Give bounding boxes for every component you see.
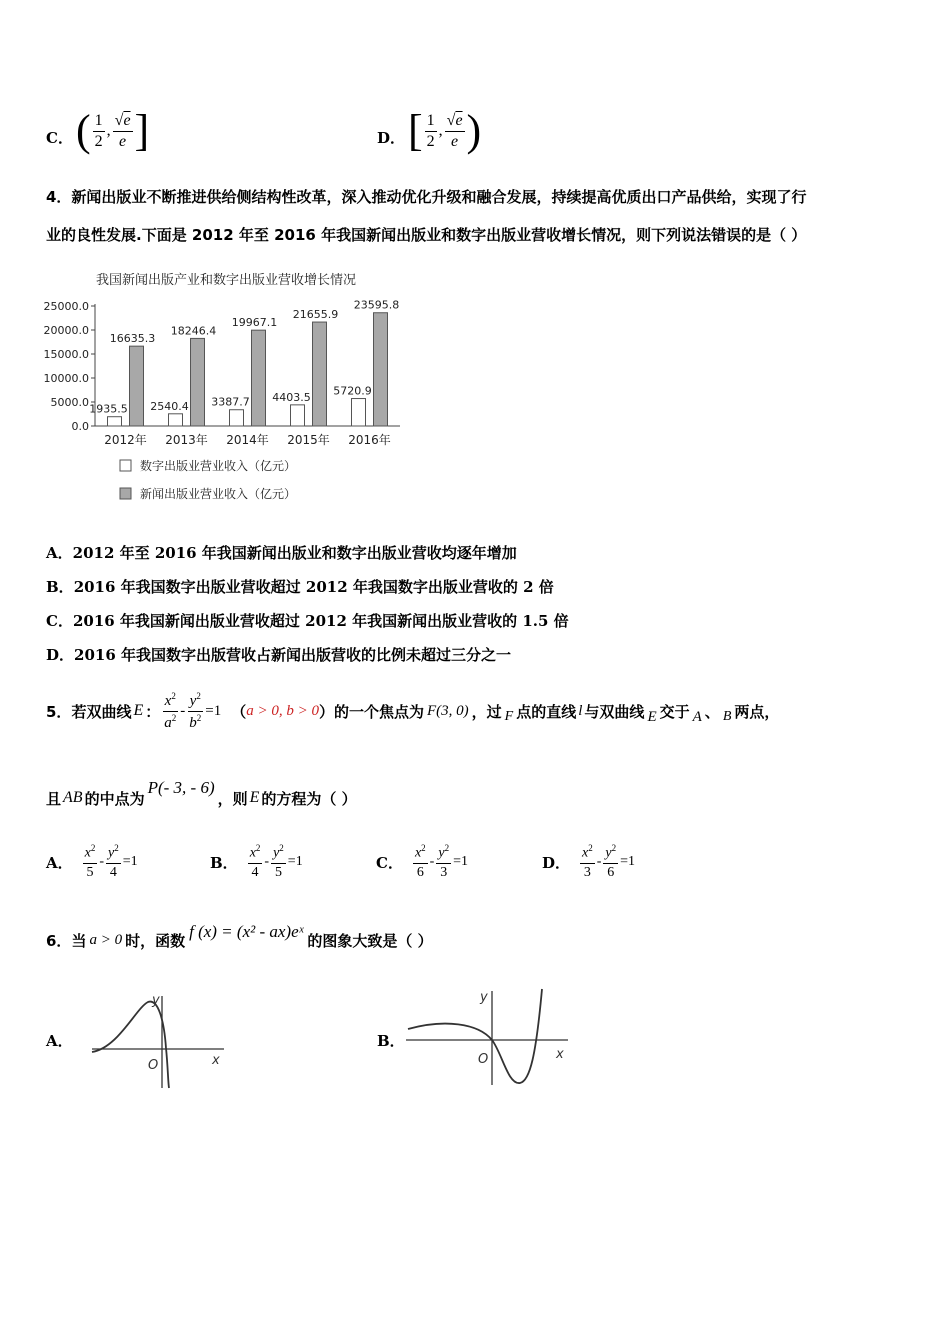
q3-option-d-interval: [ $\frac{1}{2}$ , $\frac{√e}{e}$ ): [408, 106, 482, 155]
graph-b-origin-label: O: [478, 1052, 489, 1067]
digital-revenue-label: 1935.5: [89, 402, 128, 416]
chart-legend-swatch: [120, 488, 131, 499]
chart-x-tick-label: 2016年: [348, 433, 391, 447]
graph-b-curve: [408, 989, 542, 1083]
graph-b-x-label: x: [556, 1047, 564, 1062]
chart-legend-swatch: [120, 460, 131, 471]
q6-graph-a: [88, 990, 228, 1090]
q5-stem-line2: 且 AB 的中点为 P(- 3, - 6) ，则 E 的方程为（ ）: [46, 778, 357, 808]
q4-option-c: C．2016 年我国新闻出版业营收超过 2012 年我国新闻出版业营收的 1.5 倍: [46, 612, 569, 630]
news-revenue-bar: [130, 346, 144, 426]
digital-revenue-bar: [291, 405, 305, 426]
digital-revenue-label: 5720.9: [333, 384, 372, 398]
q5-option-c: C． $\frac{x^2}{6}$ - $\frac{y^2}{3}$ =1: [376, 843, 468, 880]
q4-bar-chart: [40, 262, 420, 512]
chart-y-tick-label: 10000.0: [43, 372, 89, 385]
news-revenue-label: 23595.8: [353, 298, 400, 312]
q3-option-c-label: C．: [46, 129, 73, 147]
chart-x-tick-label: 2015年: [287, 433, 330, 447]
q4-option-b: B．2016 年我国数字出版业营收超过 2012 年我国数字出版业营收的 2 倍: [46, 578, 554, 596]
q3-option-c-interval: ( $\frac{1}{2}$ , $\frac{√e}{e}$ ]: [76, 106, 150, 155]
news-revenue-label: 19967.1: [231, 316, 278, 330]
news-revenue-label: 16635.3: [109, 332, 156, 346]
chart-y-tick-label: 20000.0: [43, 324, 89, 337]
graph-b-y-label: y: [480, 990, 488, 1005]
news-revenue-label: 21655.9: [292, 308, 339, 322]
q5-option-a: A． $\frac{x^2}{5}$ - $\frac{y^2}{4}$ =1: [46, 843, 138, 880]
digital-revenue-bar: [352, 399, 366, 426]
q6-graph-b: [404, 985, 570, 1090]
chart-legend-label: 新闻出版业营业收入（亿元）: [140, 487, 297, 501]
chart-y-tick-label: 15000.0: [43, 348, 89, 361]
q5-option-b: B． $\frac{x^2}{4}$ - $\frac{y^2}{5}$ =1: [210, 843, 303, 880]
q6-option-b-label: B．: [377, 1032, 405, 1050]
q4-option-d: D．2016 年我国数字出版营收占新闻出版营收的比例未超过三分之一: [46, 646, 511, 664]
digital-revenue-label: 4403.5: [272, 390, 311, 404]
graph-a-curve: [92, 1002, 169, 1088]
q6-option-a-label: A．: [46, 1032, 73, 1050]
chart-title: 我国新闻出版产业和数字出版业营收增长情况: [96, 273, 357, 288]
q6-stem: 6． 当 a > 0 时，函数 f (x) = (x² - ax)eˣ 的图象大致是（ ）: [46, 922, 433, 950]
news-revenue-bar: [313, 322, 327, 426]
digital-revenue-bar: [108, 417, 122, 426]
q4-option-a: A．2012 年至 2016 年我国新闻出版业和数字出版业营收均逐年增加: [46, 544, 517, 562]
news-revenue-bar: [252, 330, 266, 426]
chart-legend-label: 数字出版业营业收入（亿元）: [140, 459, 297, 473]
q5-stem-line1: 5． 若双曲线 E ： $\frac{x^2}{a^2}$ - $\frac{y^2}{b^2}$ =1 （ a > 0, b > 0 ）的一个焦点为 F(3, 0) ，过 F 点的直线 l 与双曲线 E 交于 A 、 B 两点，: [46, 690, 780, 731]
chart-x-tick-label: 2012年: [104, 433, 147, 447]
chart-x-tick-label: 2014年: [226, 433, 269, 447]
q3-option-d-label: D．: [377, 129, 406, 147]
news-revenue-label: 18246.4: [170, 324, 217, 338]
graph-a-x-label: x: [212, 1053, 220, 1068]
graph-a-origin-label: O: [148, 1058, 159, 1073]
digital-revenue-bar: [230, 410, 244, 426]
chart-y-tick-label: 0.0: [71, 420, 89, 433]
news-revenue-bar: [191, 338, 205, 426]
q5-options: [46, 834, 686, 890]
chart-y-tick-label: 5000.0: [50, 396, 89, 409]
chart-y-tick-label: 25000.0: [43, 300, 89, 313]
graph-a-y-label: y: [152, 993, 160, 1008]
digital-revenue-label: 2540.4: [150, 399, 189, 413]
q5-option-d: D． $\frac{x^2}{3}$ - $\frac{y^2}{6}$ =1: [542, 843, 636, 880]
chart-x-tick-label: 2013年: [165, 433, 208, 447]
news-revenue-bar: [374, 313, 388, 426]
digital-revenue-label: 3387.7: [211, 395, 250, 409]
digital-revenue-bar: [169, 414, 183, 426]
q4-stem-line2: 业的良性发展.下面是 2012 年至 2016 年我国新闻出版业和数字出版业营收增长情况，则下列说法错误的是（ ）: [46, 226, 807, 244]
q4-stem-line1: 4．新闻出版业不断推进供给侧结构性改革，深入推动优化升级和融合发展，持续提高优质出口产品供给，实现了行: [46, 188, 807, 206]
